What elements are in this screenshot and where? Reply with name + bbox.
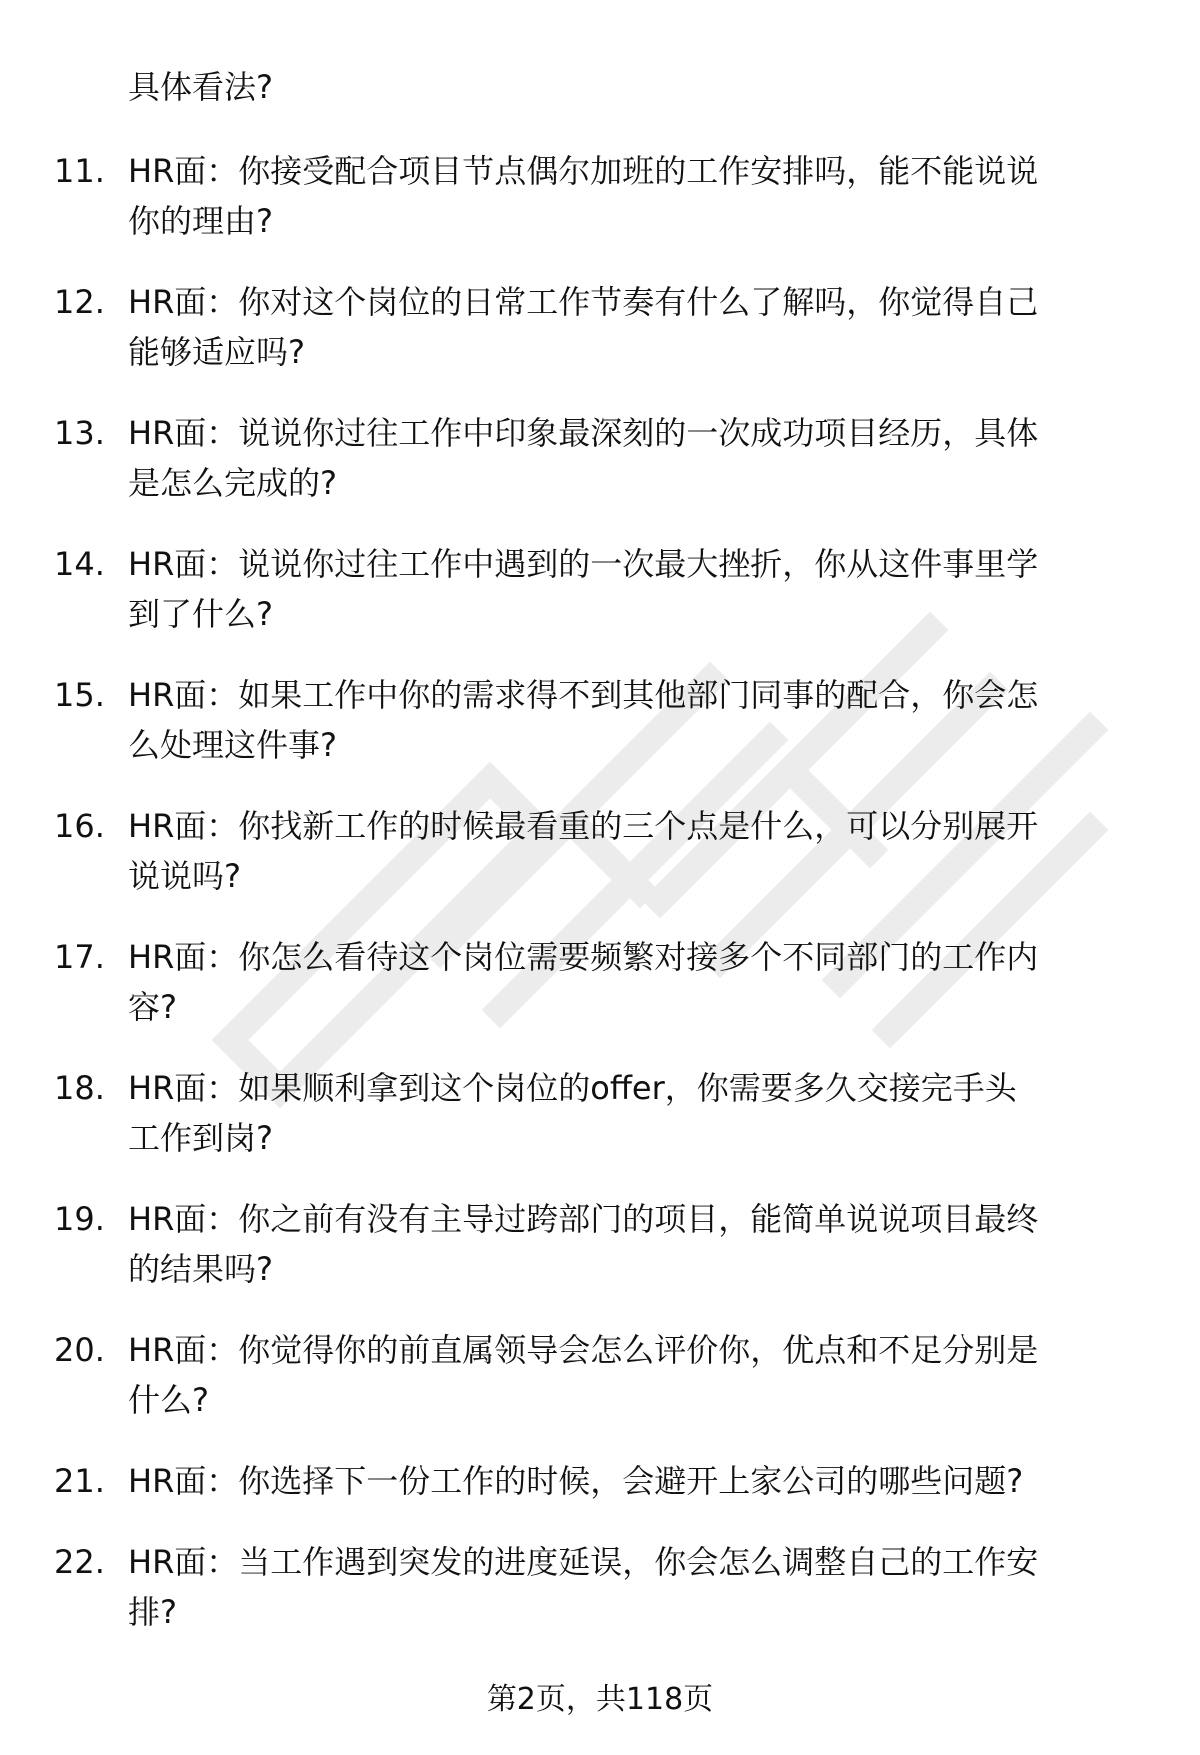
question-line: 能够适应吗? — [128, 333, 305, 371]
question-text — [128, 670, 1156, 770]
question-line: 排? — [128, 1593, 177, 1631]
question-line: HR面：你找新工作的时候最看重的三个点是什么，可以分别展开 — [128, 807, 1039, 845]
question-text — [128, 146, 1156, 246]
list-item — [0, 932, 1200, 1063]
question-line: HR面：你接受配合项目节点偶尔加班的工作安排吗，能不能说说 — [128, 152, 1039, 190]
question-line: 么处理这件事? — [128, 726, 337, 764]
list-item — [0, 408, 1200, 539]
question-line: 你的理由? — [128, 202, 273, 240]
question-text — [128, 277, 1156, 377]
list-item — [0, 1325, 1200, 1456]
question-number: 19. — [54, 1200, 105, 1238]
question-line: 是怎么完成的? — [128, 464, 337, 502]
question-line: HR面：你之前有没有主导过跨部门的项目，能简单说说项目最终 — [128, 1200, 1039, 1238]
question-line: 到了什么? — [128, 595, 273, 633]
list-item — [0, 1537, 1200, 1668]
page-number-footer: 第2页，共118页 — [486, 1682, 714, 1717]
question-number: 15. — [54, 676, 105, 714]
question-line: HR面：你怎么看待这个岗位需要频繁对接多个不同部门的工作内 — [128, 938, 1039, 976]
question-line: HR面：说说你过往工作中印象最深刻的一次成功项目经历，具体 — [128, 414, 1039, 452]
question-line: HR面：如果工作中你的需求得不到其他部门同事的配合，你会怎 — [128, 676, 1039, 714]
question-text — [128, 1063, 1156, 1163]
question-line: 说说吗? — [128, 857, 241, 895]
list-item — [0, 539, 1200, 670]
question-line: HR面：你对这个岗位的日常工作节奏有什么了解吗，你觉得自己 — [128, 283, 1039, 321]
question-line: 工作到岗? — [128, 1119, 273, 1157]
question-line: 的结果吗? — [128, 1250, 273, 1288]
question-number: 16. — [54, 807, 105, 845]
question-number: 11. — [54, 152, 105, 190]
question-number: 18. — [54, 1069, 105, 1107]
question-text — [128, 408, 1156, 508]
question-text — [128, 1456, 1156, 1506]
question-number: 14. — [54, 545, 105, 583]
question-line: 容? — [128, 988, 177, 1026]
question-list — [0, 146, 1200, 1668]
list-item — [0, 1063, 1200, 1194]
question-number: 17. — [54, 938, 105, 976]
list-item — [0, 277, 1200, 408]
list-item — [0, 1194, 1200, 1325]
question-line: HR面：说说你过往工作中遇到的一次最大挫折，你从这件事里学 — [128, 545, 1039, 583]
question-line: HR面：你选择下一份工作的时候，会避开上家公司的哪些问题? — [128, 1462, 1024, 1500]
question-line: HR面：当工作遇到突发的进度延误，你会怎么调整自己的工作安 — [128, 1543, 1039, 1581]
list-item — [0, 801, 1200, 932]
question-line: HR面：如果顺利拿到这个岗位的offer，你需要多久交接完手头 — [128, 1069, 1017, 1107]
list-item — [0, 146, 1200, 277]
question-text — [128, 1537, 1156, 1637]
question-text — [128, 932, 1156, 1032]
question-number: 12. — [54, 283, 105, 321]
continued-question-text: 具体看法? — [128, 68, 273, 106]
question-text — [128, 1325, 1156, 1425]
question-number: 22. — [54, 1543, 105, 1581]
list-item — [0, 670, 1200, 801]
list-item — [0, 1456, 1200, 1537]
question-number: 21. — [54, 1462, 105, 1500]
question-text — [128, 1194, 1156, 1294]
question-text — [128, 801, 1156, 901]
question-number: 20. — [54, 1331, 105, 1369]
question-line: 什么? — [128, 1381, 209, 1419]
question-number: 13. — [54, 414, 105, 452]
question-line: HR面：你觉得你的前直属领导会怎么评价你，优点和不足分别是 — [128, 1331, 1039, 1369]
question-text — [128, 539, 1156, 639]
